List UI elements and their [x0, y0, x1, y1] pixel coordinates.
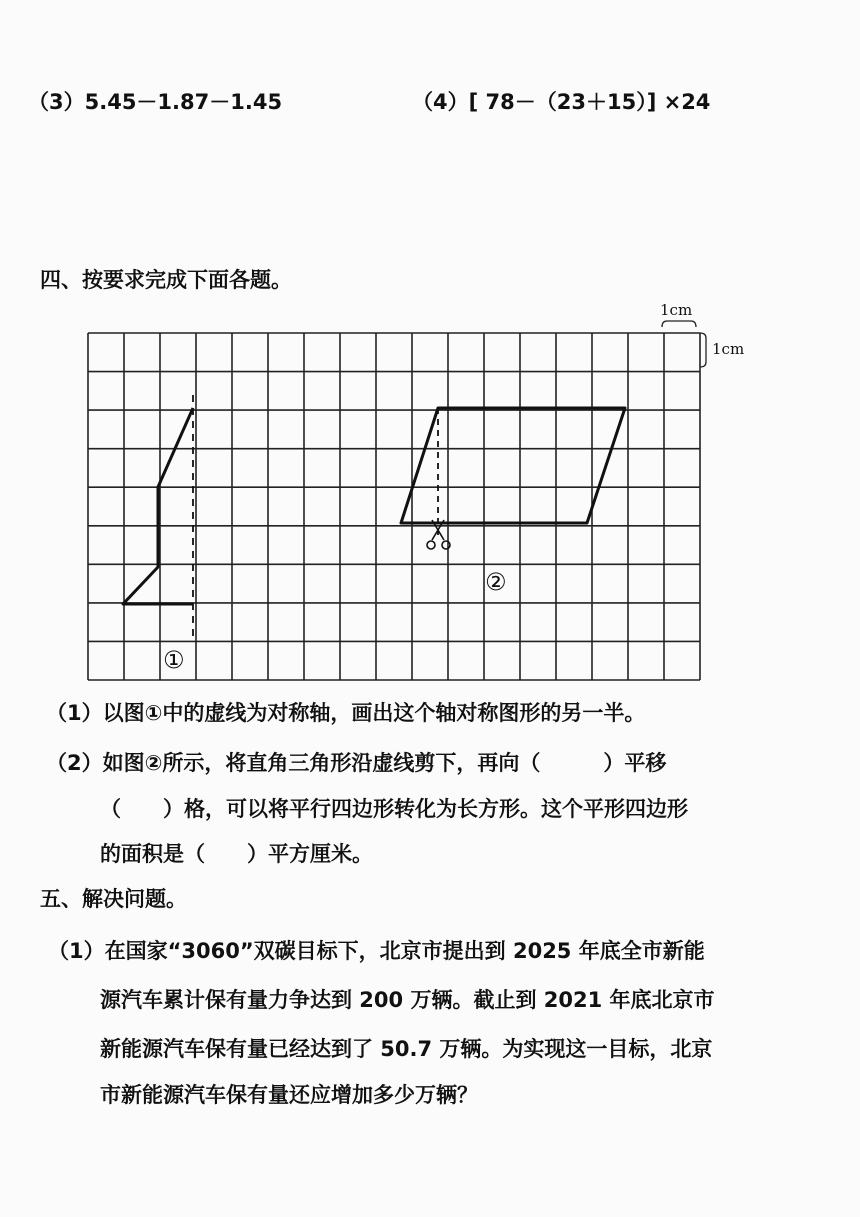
unit-label-right: 1cm — [712, 340, 745, 358]
section-4-question-2-line-1: （2）如图②所示，将直角三角形沿虚线剪下，再向（ ）平移 — [46, 751, 667, 775]
unit-label-top: 1cm — [660, 301, 693, 319]
section-5-question-1-line-4: 市新能源汽车保有量还应增加多少万辆？ — [100, 1083, 478, 1107]
figure-2-label: ② — [485, 568, 507, 596]
section-5-question-1-line-1: （1）在国家“3060”双碳目标下，北京市提出到 2025 年底全市新能 — [48, 939, 705, 963]
section-4-heading: 四、按要求完成下面各题。 — [40, 268, 292, 292]
section-5-question-1-line-2: 源汽车累计保有量力争达到 200 万辆。截止到 2021 年底北京市 — [100, 988, 715, 1012]
problem-4: （4）[ 78－（23＋15）] ×24 — [412, 90, 711, 114]
grid-lines — [88, 333, 700, 680]
section-4-question-1: （1）以图①中的虚线为对称轴，画出这个轴对称图形的另一半。 — [46, 701, 646, 725]
section-5-heading: 五、解决问题。 — [40, 887, 187, 911]
section-4-question-2-line-3: 的面积是（ ）平方厘米。 — [100, 842, 373, 866]
problem-3: （3）5.45－1.87－1.45 — [28, 90, 283, 114]
figure-1-shape — [123, 408, 193, 604]
section-4-question-2-line-2: （ ）格，可以将平行四边形转化为长方形。这个平形四边形 — [100, 797, 688, 821]
section-5-question-1-line-3: 新能源汽车保有量已经达到了 50.7 万辆。为实现这一目标，北京 — [100, 1037, 713, 1061]
figure-1-label: ① — [163, 646, 185, 674]
